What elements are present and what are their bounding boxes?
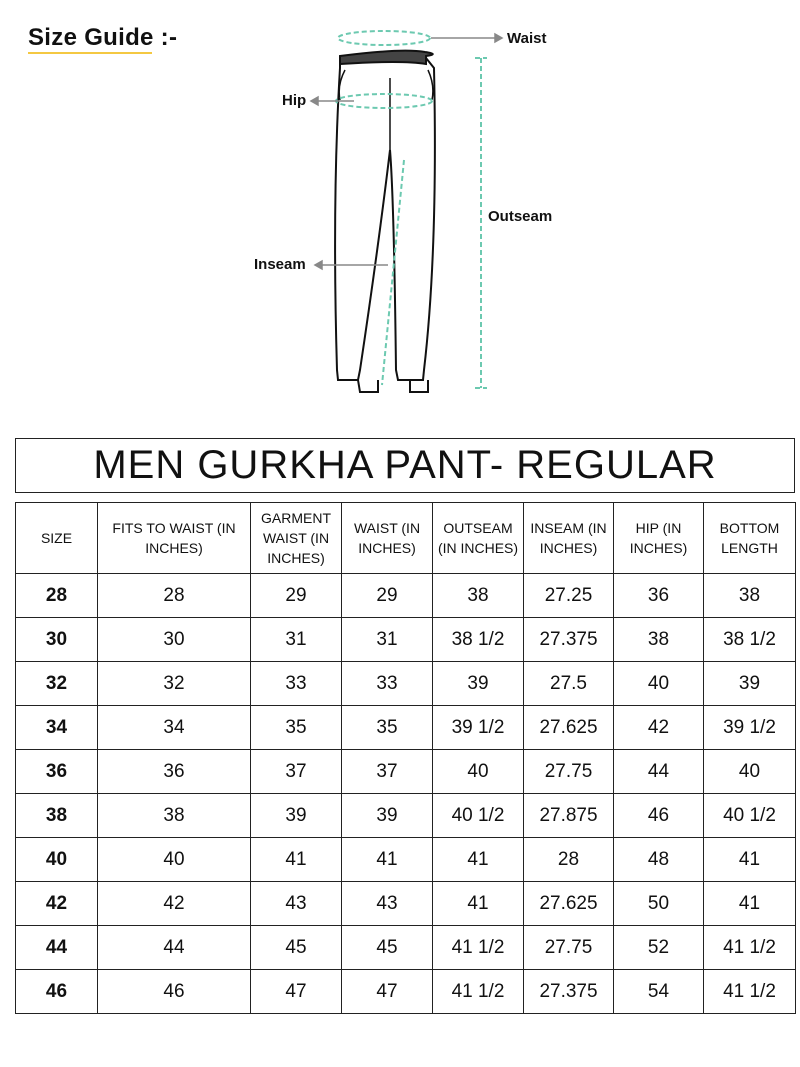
table-cell: 34 bbox=[98, 706, 251, 750]
table-cell: 41 1/2 bbox=[704, 926, 796, 970]
table-cell: 35 bbox=[342, 706, 433, 750]
table-cell: 41 1/2 bbox=[433, 926, 524, 970]
table-cell: 50 bbox=[614, 882, 704, 926]
column-header: INSEAM (IN INCHES) bbox=[524, 503, 614, 574]
size-cell: 36 bbox=[16, 750, 98, 794]
table-cell: 37 bbox=[251, 750, 342, 794]
table-cell: 31 bbox=[251, 618, 342, 662]
size-cell: 46 bbox=[16, 970, 98, 1014]
column-header: FITS TO WAIST (IN INCHES) bbox=[98, 503, 251, 574]
table-cell: 41 bbox=[704, 838, 796, 882]
table-cell: 44 bbox=[614, 750, 704, 794]
pants-diagram bbox=[0, 0, 800, 400]
table-cell: 29 bbox=[342, 574, 433, 618]
size-cell: 34 bbox=[16, 706, 98, 750]
table-row bbox=[16, 662, 796, 706]
table-cell: 47 bbox=[251, 970, 342, 1014]
table-cell: 43 bbox=[251, 882, 342, 926]
table-cell: 54 bbox=[614, 970, 704, 1014]
table-cell: 40 bbox=[433, 750, 524, 794]
size-cell: 30 bbox=[16, 618, 98, 662]
table-cell: 38 bbox=[614, 618, 704, 662]
waist-measure-line bbox=[338, 31, 430, 45]
table-cell: 41 bbox=[433, 882, 524, 926]
table-cell: 39 bbox=[342, 794, 433, 838]
table-cell: 40 bbox=[704, 750, 796, 794]
table-cell: 36 bbox=[614, 574, 704, 618]
table-cell: 48 bbox=[614, 838, 704, 882]
outseam-label: Outseam bbox=[488, 208, 553, 225]
table-cell: 47 bbox=[342, 970, 433, 1014]
inseam-label: Inseam bbox=[254, 256, 306, 273]
table-row bbox=[16, 970, 796, 1014]
table-cell: 27.75 bbox=[524, 926, 614, 970]
table-row bbox=[16, 838, 796, 882]
table-cell: 29 bbox=[251, 574, 342, 618]
table-cell: 27.625 bbox=[524, 882, 614, 926]
hip-label: Hip bbox=[282, 92, 307, 109]
column-header: GARMENT WAIST (IN INCHES) bbox=[251, 503, 342, 574]
table-cell: 41 bbox=[342, 838, 433, 882]
outseam-measure-line bbox=[475, 58, 487, 388]
table-cell: 42 bbox=[614, 706, 704, 750]
table-cell: 42 bbox=[98, 882, 251, 926]
table-cell: 40 1/2 bbox=[704, 794, 796, 838]
table-cell: 45 bbox=[342, 926, 433, 970]
table-cell: 31 bbox=[342, 618, 433, 662]
table-cell: 33 bbox=[251, 662, 342, 706]
table-cell: 45 bbox=[251, 926, 342, 970]
table-cell: 33 bbox=[342, 662, 433, 706]
table-row bbox=[16, 794, 796, 838]
table-cell: 41 bbox=[704, 882, 796, 926]
column-header: BOTTOM LENGTH bbox=[704, 503, 796, 574]
table-header-row bbox=[16, 503, 796, 574]
table-cell: 40 1/2 bbox=[433, 794, 524, 838]
table-row bbox=[16, 926, 796, 970]
table-row bbox=[16, 750, 796, 794]
table-cell: 46 bbox=[98, 970, 251, 1014]
table-cell: 39 1/2 bbox=[433, 706, 524, 750]
table-cell: 38 bbox=[704, 574, 796, 618]
column-header: HIP (IN INCHES) bbox=[614, 503, 704, 574]
size-cell: 32 bbox=[16, 662, 98, 706]
column-header: SIZE bbox=[16, 503, 98, 574]
table-cell: 30 bbox=[98, 618, 251, 662]
table-cell: 28 bbox=[524, 838, 614, 882]
size-guide-title: Size Guide :- bbox=[28, 24, 178, 51]
table-cell: 44 bbox=[98, 926, 251, 970]
table-cell: 41 bbox=[251, 838, 342, 882]
table-cell: 27.875 bbox=[524, 794, 614, 838]
table-cell: 39 bbox=[251, 794, 342, 838]
table-row bbox=[16, 618, 796, 662]
table-cell: 35 bbox=[251, 706, 342, 750]
size-table bbox=[15, 502, 796, 1014]
column-header: WAIST (IN INCHES) bbox=[342, 503, 433, 574]
table-cell: 39 1/2 bbox=[704, 706, 796, 750]
table-cell: 36 bbox=[98, 750, 251, 794]
table-cell: 40 bbox=[98, 838, 251, 882]
table-cell: 38 1/2 bbox=[433, 618, 524, 662]
table-cell: 52 bbox=[614, 926, 704, 970]
table-cell: 41 bbox=[433, 838, 524, 882]
table-cell: 39 bbox=[704, 662, 796, 706]
table-row bbox=[16, 574, 796, 618]
table-cell: 27.5 bbox=[524, 662, 614, 706]
waistband bbox=[340, 51, 433, 64]
table-cell: 32 bbox=[98, 662, 251, 706]
table-cell: 27.75 bbox=[524, 750, 614, 794]
column-header: OUTSEAM (IN INCHES) bbox=[433, 503, 524, 574]
waist-label: Waist bbox=[507, 30, 547, 47]
table-cell: 38 bbox=[433, 574, 524, 618]
table-cell: 39 bbox=[433, 662, 524, 706]
table-cell: 43 bbox=[342, 882, 433, 926]
table-cell: 41 1/2 bbox=[704, 970, 796, 1014]
table-cell: 37 bbox=[342, 750, 433, 794]
table-cell: 41 1/2 bbox=[433, 970, 524, 1014]
size-cell: 38 bbox=[16, 794, 98, 838]
table-cell: 38 1/2 bbox=[704, 618, 796, 662]
size-cell: 42 bbox=[16, 882, 98, 926]
size-cell: 44 bbox=[16, 926, 98, 970]
table-row bbox=[16, 706, 796, 750]
table-cell: 27.25 bbox=[524, 574, 614, 618]
table-cell: 40 bbox=[614, 662, 704, 706]
size-cell: 40 bbox=[16, 838, 98, 882]
table-cell: 28 bbox=[98, 574, 251, 618]
table-cell: 38 bbox=[98, 794, 251, 838]
table-row bbox=[16, 882, 796, 926]
table-cell: 27.375 bbox=[524, 970, 614, 1014]
table-title: MEN GURKHA PANT- REGULAR bbox=[15, 438, 795, 493]
table-cell: 27.625 bbox=[524, 706, 614, 750]
table-cell: 46 bbox=[614, 794, 704, 838]
size-cell: 28 bbox=[16, 574, 98, 618]
table-cell: 27.375 bbox=[524, 618, 614, 662]
